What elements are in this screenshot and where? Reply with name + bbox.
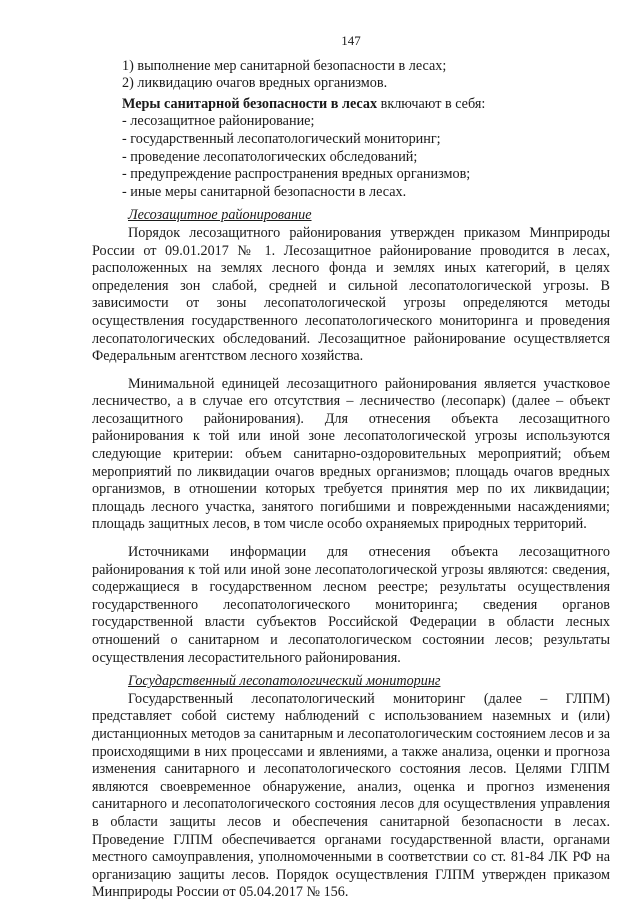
measures-list (92, 113, 610, 201)
list-item: 2) ликвидацию очагов вредных организмов. (122, 75, 388, 92)
page-number: 147 (341, 33, 361, 48)
measures-intro-rest: включают в себя: (377, 95, 486, 112)
measures-intro (92, 96, 610, 114)
measures-intro-bold: Меры санитарной безопасности в лесах (122, 95, 378, 112)
paragraph: Минимальной единицей лесозащитного районирования является участковое лесничество, а в случае его отсутствия – лесничество (лесопарк) (далее – объект лесозащитного районирования). Для отнесения объекта лесозащитного районирования к той или иной зоне лесопатологической угрозы используются следующие критерии: объем санитарно-оздоровительных мероприятий; объем мероприятий по ликвидации очагов вредных организмов; площадь очагов вредных организмов, в отношении которых требуется принятия мер по их ликвидации; площадь лесного участка, занятого погибшими и поврежденными насаждениями; площадь защитных лесов, в том числе особо охраняемых природных территорий. (92, 375, 610, 533)
list-item: - проведение лесопатологических обследований; (122, 148, 418, 165)
list-item: 1) выполнение мер санитарной безопасности в лесах; (122, 57, 447, 74)
paragraph: Государственный лесопатологический мониторинг (далее – ГЛПМ) представляет собой систему наблюдений с использованием наземных и (или) дистанционных методов за санитарным и лесопатологическим состоянием лесов и за происходящими в них процессами и явлениями, а также анализа, оценки и прогноза изменения санитарного и лесопатологического состояния лесов. Целями ГЛПМ являются своевременное обнаружение, анализ, оценка и прогноз изменения санитарного и лесопатологического состояния лесов для осуществления управления в области защиты лесов и обеспечения санитарной безопасности в лесах. Проведение ГЛПМ обеспечивается органами государственной власти, органами местного самоуправления, уполномоченными в соответствии со ст. 81-84 ЛК РФ на организацию защиты лесов. Порядок осуществления ГЛПМ утвержден приказом Минприроды России от 05.04.2017 № 156. (92, 690, 610, 901)
list-item: - лесозащитное районирование; (122, 113, 315, 130)
section-heading-monitoring: Государственный лесопатологический мониторинг (128, 673, 441, 690)
list-item: - иные меры санитарной безопасности в лесах. (122, 183, 407, 200)
paragraph: Источниками информации для отнесения объекта лесозащитного районирования к той или иной зоне лесопатологической угрозы являются: сведения, содержащиеся в государственном лесном реестре; результаты осуществления государственного лесопатологического мониторинга; сведения органов государственной власти субъектов Российской Федерации в области лесных отношений о санитарном и лесопатологическом состоянии лесов; результаты осуществления лесорастительного районирования. (92, 544, 610, 666)
list-item: - государственный лесопатологический мониторинг; (122, 130, 441, 147)
numbered-list (92, 58, 610, 93)
section-heading-zoning: Лесозащитное районирование (128, 207, 312, 224)
list-item: - предупреждение распространения вредных организмов; (122, 166, 471, 183)
paragraph: Порядок лесозащитного районирования утвержден приказом Минприроды России от 09.01.2017 № 1. Лесозащитное районирование проводится в лесах, расположенных на землях лесного фонда и землях иных категорий, в целях определения зон слабой, средней и сильной лесопатологической угрозы. В зависимости от зоны лесопатологической угрозы определяются методы осуществления государственного лесопатологического мониторинга и проведения лесопатологических обследований. Лесозащитное районирование осуществляется Федеральным агентством лесного хозяйства. (92, 224, 610, 365)
document-page (92, 32, 610, 902)
